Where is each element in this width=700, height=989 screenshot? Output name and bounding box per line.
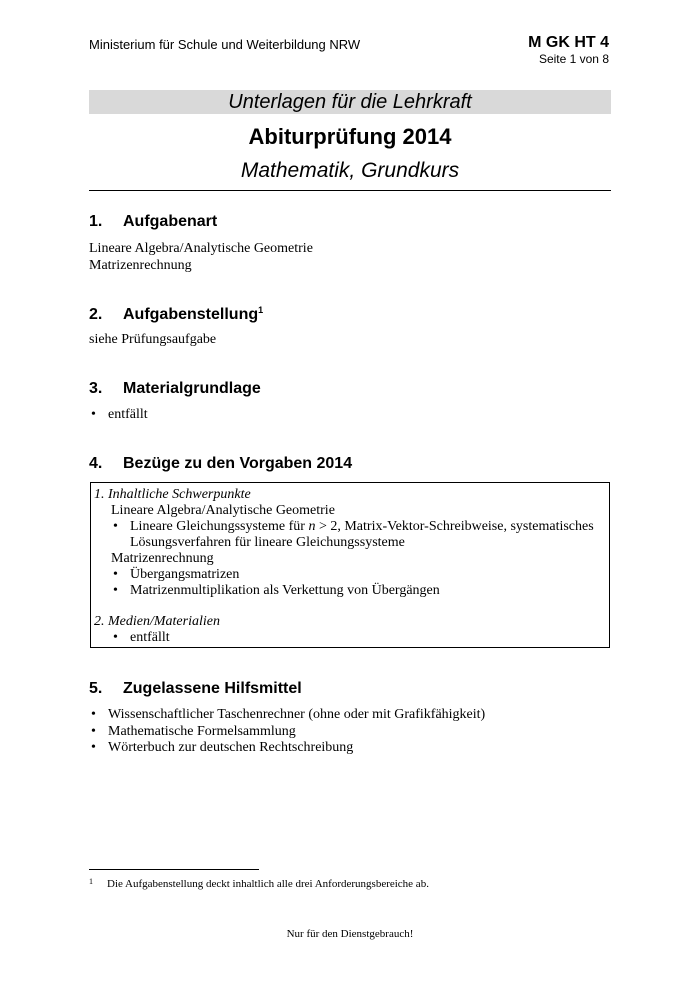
list-item: • Mathematische Formelsammlung bbox=[89, 724, 485, 741]
section-number: 2. bbox=[89, 306, 103, 323]
footnote-text: Die Aufgabenstellung deckt inhaltlich alle drei Anforderungsbereiche ab. bbox=[107, 878, 429, 890]
section-number: 4. bbox=[89, 455, 103, 472]
list-item bbox=[111, 519, 620, 535]
section-2-heading bbox=[89, 305, 263, 324]
section-5-heading bbox=[89, 680, 302, 698]
bullet-text: > 2, Matrix-Vektor-Schreibweise, systematisches bbox=[315, 519, 594, 534]
footnote-divider bbox=[89, 869, 259, 870]
task-type-line: Lineare Algebra/Analytische Geometrie bbox=[89, 241, 313, 256]
list-item: • entfällt bbox=[89, 407, 148, 424]
requirements-box bbox=[90, 482, 610, 648]
teacher-banner: Unterlagen für die Lehrkraft bbox=[89, 90, 611, 114]
footer-notice: Nur für den Dienstgebrauch! bbox=[286, 928, 414, 940]
list-item: • Matrizenmultiplikation als Verkettung von Übergängen bbox=[111, 583, 620, 599]
section-1-heading bbox=[89, 213, 217, 231]
list-item: • Wörterbuch zur deutschen Rechtschreibung bbox=[89, 740, 485, 757]
section-number: 5. bbox=[89, 680, 103, 697]
section-title: Bezüge zu den Vorgaben 2014 bbox=[123, 455, 353, 472]
section-title: Aufgabenart bbox=[123, 213, 218, 230]
section-4-heading bbox=[89, 455, 352, 473]
list-item: • Wissenschaftlicher Taschenrechner (ohne oder mit Grafikfähigkeit) bbox=[89, 707, 485, 724]
bullet-continuation: Lösungsverfahren für lineare Gleichungssysteme bbox=[130, 535, 405, 550]
footnote bbox=[89, 877, 429, 890]
bullet-text: Lineare Gleichungssysteme für bbox=[130, 519, 309, 534]
section-title: Zugelassene Hilfsmittel bbox=[123, 680, 302, 697]
footnote-mark: 1 bbox=[89, 877, 93, 886]
exam-code: M GK HT 4 bbox=[528, 34, 609, 51]
box-subheading: Lineare Algebra/Analytische Geometrie bbox=[111, 503, 335, 518]
header-ministry: Ministerium für Schule und Weiterbildung NRW bbox=[89, 37, 361, 52]
task-type-line: Matrizenrechnung bbox=[89, 257, 192, 273]
box-category: 1. Inhaltliche Schwerpunkte bbox=[94, 487, 251, 502]
section-2-body: siehe Prüfungsaufgabe bbox=[89, 332, 217, 347]
section-title: Materialgrundlage bbox=[123, 380, 261, 397]
section-1-body bbox=[89, 241, 313, 274]
title-divider bbox=[89, 190, 611, 191]
page-title: Abiturprüfung 2014 bbox=[248, 124, 452, 149]
section-5-list bbox=[89, 707, 485, 757]
section-number: 3. bbox=[89, 380, 103, 397]
box-category: 2. Medien/Materialien bbox=[94, 614, 220, 629]
section-3-list bbox=[89, 407, 148, 424]
section-title: Aufgabenstellung bbox=[123, 306, 259, 323]
list-item: • Übergangsmatrizen bbox=[111, 567, 620, 583]
list-item: • entfällt bbox=[111, 630, 620, 646]
section-3-heading bbox=[89, 380, 261, 398]
page-subtitle: Mathematik, Grundkurs bbox=[240, 159, 460, 182]
section-number: 1. bbox=[89, 213, 103, 230]
page-number: Seite 1 von 8 bbox=[538, 52, 609, 66]
math-variable: n bbox=[308, 519, 316, 534]
footnote-reference: 1 bbox=[258, 305, 264, 315]
box-subheading: Matrizenrechnung bbox=[111, 551, 214, 566]
